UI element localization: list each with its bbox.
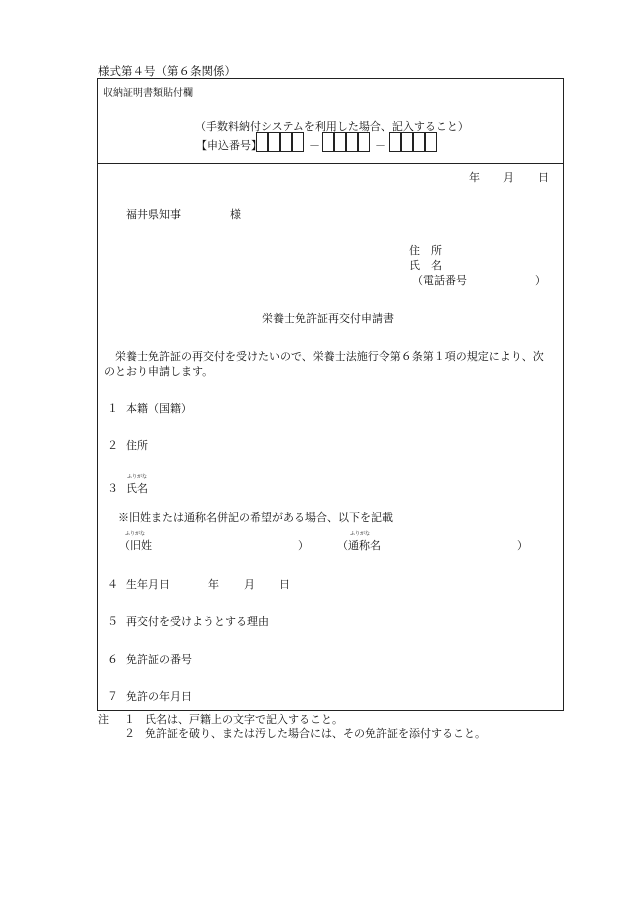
item-label: 免許証の番号 — [126, 653, 192, 666]
item-4 — [107, 576, 170, 592]
document-title: 栄養士免許証再交付申請書 — [262, 312, 394, 325]
digit-box[interactable] — [389, 132, 401, 152]
alias-close: ） — [517, 539, 528, 552]
digit-box[interactable] — [322, 132, 334, 152]
addressee-honorific: 様 — [230, 208, 241, 221]
date-year: 年 — [469, 171, 480, 184]
birth-month: 月 — [244, 578, 255, 591]
item-number: ４ — [107, 578, 118, 591]
item-label: 氏名 — [126, 482, 148, 495]
item-label: 生年月日 — [126, 578, 170, 591]
applicant-phone-close: ） — [535, 274, 546, 287]
receipt-box-label: 収納証明書類貼付欄 — [103, 88, 193, 99]
item-label: 本籍（国籍） — [126, 402, 192, 415]
digit-box[interactable] — [346, 132, 358, 152]
body-line-2: のとおり申請します。 — [104, 365, 214, 378]
digit-box[interactable] — [401, 132, 413, 152]
alias-name-field — [337, 537, 381, 553]
maiden-open: （旧姓 — [119, 539, 152, 552]
item-2 — [107, 437, 148, 453]
item-label: 再交付を受けようとする理由 — [126, 615, 269, 628]
body-line-1: 栄養士免許証の再交付を受けたいので、栄養士法施行令第６条第１項の規定により、次 — [115, 350, 544, 363]
dash: － — [375, 139, 386, 152]
addressee-name: 福井県知事 — [126, 208, 181, 221]
item-6 — [107, 651, 192, 667]
applicant-address-label: 住 所 — [409, 244, 442, 257]
digit-box[interactable] — [413, 132, 425, 152]
item-number: ３ — [107, 482, 118, 495]
digit-box[interactable] — [358, 132, 370, 152]
maiden-close: ） — [298, 539, 309, 552]
digit-box[interactable] — [256, 132, 268, 152]
item-number: ５ — [107, 615, 118, 628]
note-1-number: １ — [124, 713, 135, 726]
date-month: 月 — [503, 171, 514, 184]
receipt-note: （手数料納付システムを利用した場合、記入すること） — [195, 120, 469, 133]
form-number: 様式第４号（第６条関係） — [98, 64, 236, 78]
item-3 — [107, 474, 148, 496]
maiden-furigana: ふりがな — [124, 531, 145, 537]
digit-box[interactable] — [425, 132, 437, 152]
item-label: 免許の年月日 — [126, 690, 192, 703]
applicant-name-label: 氏 名 — [409, 259, 442, 272]
note-2: 免許証を破り、または汚した場合には、その免許証を添付すること。 — [145, 727, 486, 740]
note-1: 氏名は、戸籍上の文字で記入すること。 — [145, 713, 343, 726]
item-1 — [107, 400, 192, 416]
item-number: ２ — [107, 439, 118, 452]
digit-box[interactable] — [280, 132, 292, 152]
item-number: ７ — [107, 690, 118, 703]
birth-day: 日 — [279, 578, 290, 591]
divider — [97, 163, 564, 164]
dash: － — [309, 139, 320, 152]
applicant-phone-label: （電話番号 — [412, 274, 467, 287]
birth-year: 年 — [208, 578, 219, 591]
item-5 — [107, 613, 269, 629]
alias-open: （通称名 — [337, 539, 381, 552]
notes-prefix: 注 — [98, 713, 109, 726]
item-number: １ — [107, 402, 118, 415]
digit-box[interactable] — [292, 132, 304, 152]
maiden-name-note: ※旧姓または通称名併記の希望がある場合、以下を記載 — [118, 511, 393, 524]
maiden-name-field — [119, 537, 152, 553]
date-day: 日 — [538, 171, 549, 184]
digit-box[interactable] — [268, 132, 280, 152]
item-7 — [107, 688, 192, 704]
furigana: ふりがな — [126, 474, 147, 480]
note-2-number: ２ — [124, 727, 135, 740]
digit-box[interactable] — [334, 132, 346, 152]
application-number-label: 【申込番号】 — [196, 139, 262, 152]
alias-furigana: ふりがな — [349, 531, 370, 537]
item-label: 住所 — [126, 439, 148, 452]
item-number: ６ — [107, 653, 118, 666]
